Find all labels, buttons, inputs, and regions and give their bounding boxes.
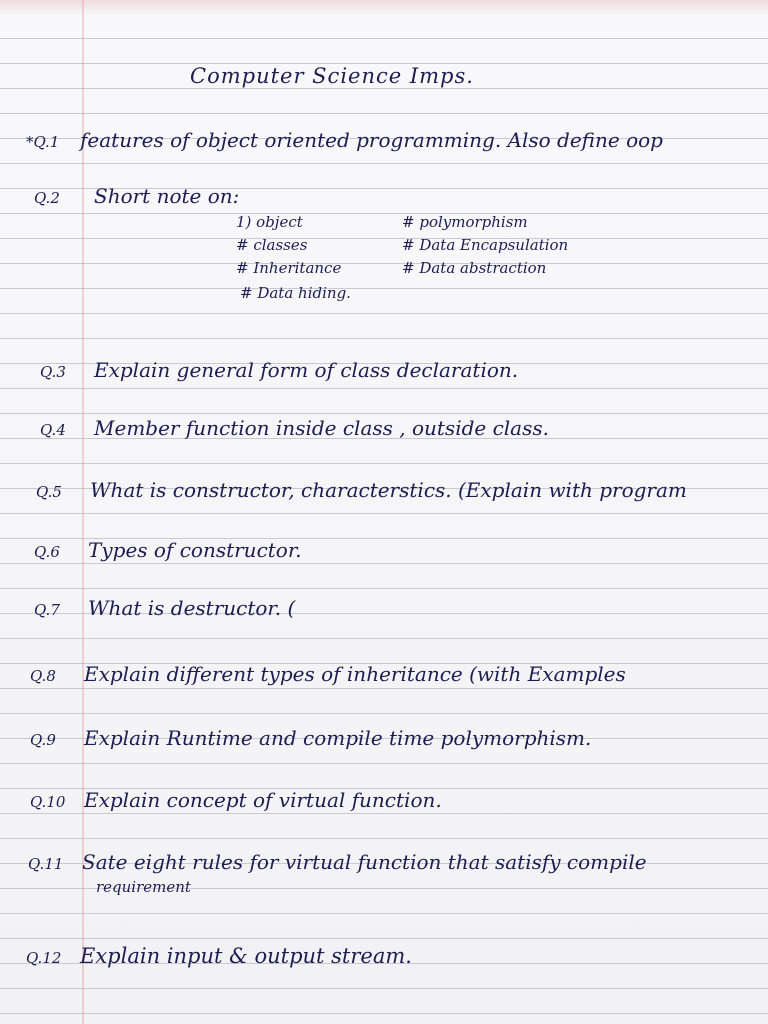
question-number: Q.4 — [40, 421, 66, 439]
question-text: Short note on: — [94, 184, 240, 208]
question-11 — [28, 850, 647, 874]
question-text: Explain concept of virtual function. — [84, 788, 442, 812]
topic-polymorphism: # polymorphism — [402, 213, 528, 231]
question-4 — [40, 416, 549, 440]
question-10 — [30, 788, 442, 812]
question-number: Q.2 — [34, 189, 60, 207]
question-number: Q.8 — [30, 667, 56, 685]
page-title: Computer Science Imps. — [190, 64, 474, 88]
question-11-continuation: requirement — [96, 878, 191, 896]
question-number: Q.6 — [34, 543, 60, 561]
question-number: Q.10 — [30, 793, 66, 811]
question-text: Explain Runtime and compile time polymorphism. — [84, 726, 592, 750]
page-top-edge — [0, 0, 768, 16]
topic-data-encapsulation: # Data Encapsulation — [402, 236, 569, 254]
question-number: Q.11 — [28, 855, 64, 873]
question-7 — [34, 596, 295, 620]
question-3 — [40, 358, 518, 382]
question-text: Explain input & output stream. — [80, 944, 412, 968]
question-text: Member function inside class , outside class. — [94, 416, 549, 440]
question-text: What is constructor, characterstics. (Explain with program — [90, 478, 687, 502]
topic-data-hiding: # Data hiding. — [240, 284, 351, 302]
question-text: features of object oriented programming. Also define oop — [80, 128, 663, 152]
question-text: Types of constructor. — [88, 538, 302, 562]
question-number: Q.9 — [30, 731, 56, 749]
question-6 — [34, 538, 302, 562]
question-number: *Q.1 — [26, 133, 60, 151]
question-text: Explain general form of class declaration. — [94, 358, 519, 382]
question-number: Q.3 — [40, 363, 66, 381]
question-12 — [26, 944, 412, 968]
question-number: Q.12 — [26, 949, 62, 967]
question-5 — [36, 478, 687, 502]
question-text: What is destructor. ( — [88, 596, 296, 620]
topic-object: 1) object — [236, 213, 303, 231]
question-2 — [34, 184, 239, 208]
question-8 — [30, 662, 626, 686]
question-number: Q.5 — [36, 483, 62, 501]
topic-inheritance: # Inheritance — [236, 259, 342, 277]
question-9 — [30, 726, 591, 750]
question-1 — [26, 128, 663, 152]
question-number: Q.7 — [34, 601, 60, 619]
question-text: Explain different types of inheritance (with Examples — [84, 662, 626, 686]
question-text: Sate eight rules for virtual function that satisfy compile — [82, 850, 647, 874]
topic-classes: # classes — [236, 236, 308, 254]
topic-data-abstraction: # Data abstraction — [402, 259, 547, 277]
